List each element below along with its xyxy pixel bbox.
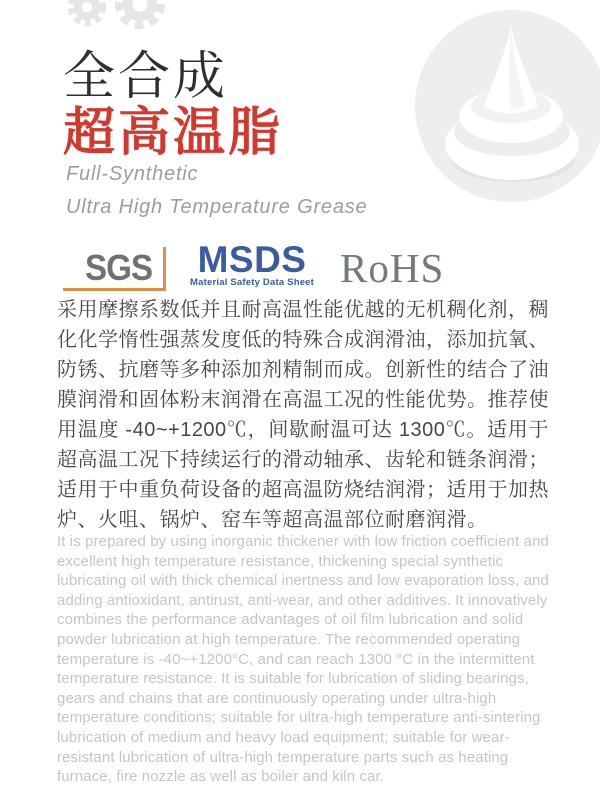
page-title-cn-line1: 全合成	[63, 48, 229, 106]
msds-logo	[190, 239, 315, 291]
rohs-logo-label: RoHS	[340, 245, 445, 291]
msds-logo-label: MSDS	[197, 239, 307, 280]
page-subtitle-en-line1: Full-Synthetic	[66, 163, 199, 185]
product-description-en: It is prepared by using inorganic thickener with low friction coefficient and excellent high temperature resistance, thickening special synthetic lubricating oil with thick chemical inertness and low evaporation loss, and adding antioxidant, antirust, anti-wear, and other additives. It innovatively combines the performance advantages of oil film lubrication and solid powder lubrication at high temperature. The recommended operating temperature is -40~+1200°C, and can reach 1300 °C in the intermittent temperature resistance. It is suitable for lubrication of sliding bearings, gears and chains that are continuously operating under ultra-high temperature conditions; suitable for ultra-high temperature anti-sintering lubrication of medium and heavy load equipment; suitable for wear-resistant lubrication of ultra-high temperature parts such as heating furnace, fire nozzle as well as boiler and kiln car.	[57, 533, 549, 786]
gear-icon	[110, 0, 170, 34]
page-subtitle-en	[66, 158, 367, 224]
product-description-cn: 采用摩擦系数低并且耐高温性能优越的无机稠化剂，稠化化学惰性强蒸发度低的特殊合成润滑油，添加抗氧、防锈、抗磨等多种添加剂精制而成。创新性的结合了油膜润滑和固体粉末润滑在高温工况的性能优势。推荐使用温度 -40~+1200℃，间歇耐温可达 1300℃。适用于超高温工况下持续运行的滑动轴承、齿轮和链条润滑；适用于中重负荷设备的超高温防烧结润滑；适用于加热炉、火咀、锅炉、窑车等超高温部位耐磨润滑。	[57, 299, 549, 531]
page-subtitle-en-line2: Ultra High Temperature Grease	[66, 196, 368, 218]
rohs-logo	[340, 245, 445, 291]
certification-logos	[63, 239, 543, 291]
sgs-logo	[63, 247, 166, 291]
sgs-logo-label: SGS	[85, 247, 153, 288]
gear-icon	[64, 0, 110, 30]
grease-swirl-graphic	[415, 10, 600, 202]
grease-nozzle-photo	[415, 10, 600, 202]
page-title-cn-line2: 超高温脂	[63, 104, 284, 162]
msds-logo-subtitle: Material Safety Data Sheet	[190, 277, 315, 288]
